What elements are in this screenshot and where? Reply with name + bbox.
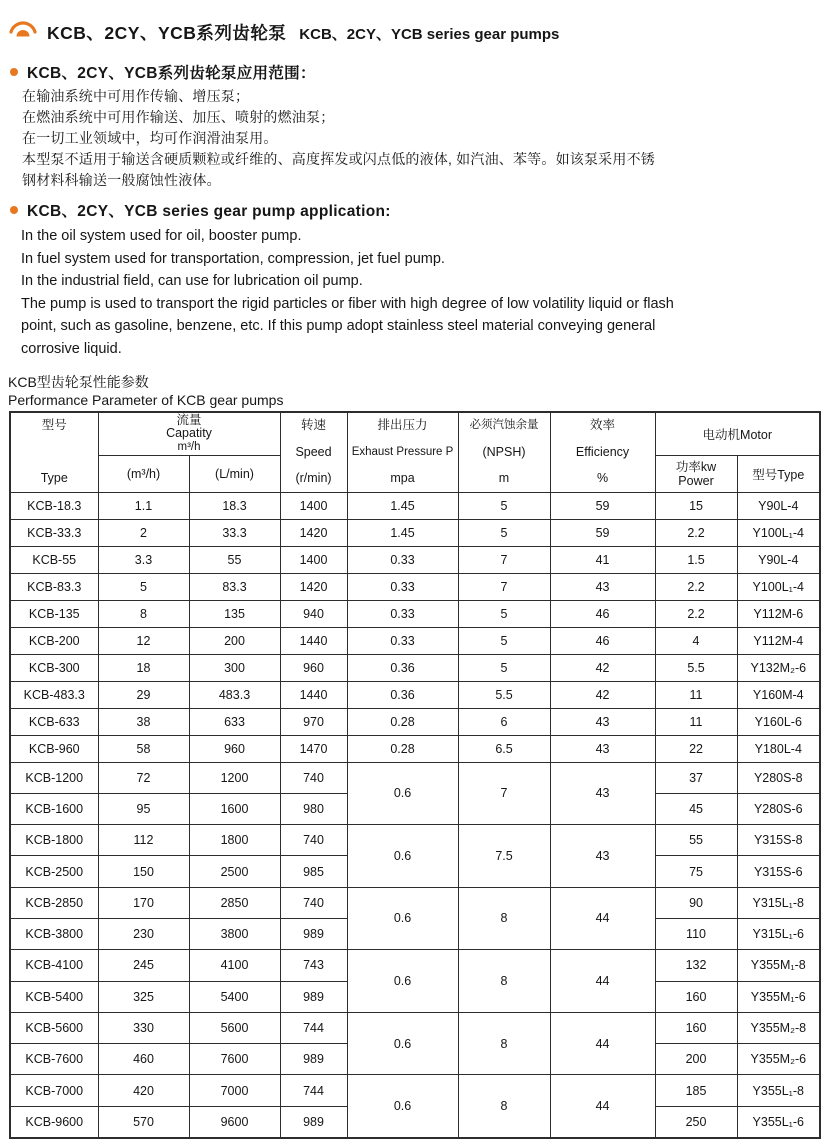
- cell-motor-type: Y100L₁-4: [737, 519, 820, 546]
- cell-npsh: 5: [458, 600, 550, 627]
- cell-model: KCB-83.3: [10, 573, 98, 600]
- cell-power: 2.2: [655, 600, 737, 627]
- table-row: [10, 627, 820, 654]
- cell-pressure: 0.6: [347, 1075, 458, 1138]
- cell-capacity-lmin: 18.3: [189, 492, 280, 519]
- cell-model: KCB-18.3: [10, 492, 98, 519]
- cell-efficiency: 44: [550, 950, 655, 1013]
- paragraph-line: In the industrial field, can use for lubrication oil pump.: [21, 273, 363, 289]
- cell-capacity-m3h: 330: [98, 1012, 189, 1043]
- cell-efficiency: 59: [550, 519, 655, 546]
- cell-capacity-m3h: 18: [98, 654, 189, 681]
- col-header-type: [10, 412, 98, 492]
- cell-model: KCB-7000: [10, 1075, 98, 1106]
- cell-npsh: 5: [458, 492, 550, 519]
- cell-model: KCB-200: [10, 627, 98, 654]
- cell-pressure: 0.28: [347, 735, 458, 762]
- cell-capacity-m3h: 1.1: [98, 492, 189, 519]
- table-row: [10, 1075, 820, 1106]
- cell-power: 1.5: [655, 546, 737, 573]
- cell-pressure: 0.28: [347, 708, 458, 735]
- cell-motor-type: Y355M₁-6: [737, 981, 820, 1012]
- paragraph-line: 在输油系统中可用作传输、增压泵；: [22, 88, 250, 104]
- cell-efficiency: 59: [550, 492, 655, 519]
- cell-capacity-m3h: 58: [98, 735, 189, 762]
- application-heading-zh: KCB、2CY、YCB系列齿轮泵应用范围：: [27, 65, 316, 82]
- cell-capacity-m3h: 29: [98, 681, 189, 708]
- table-row: [10, 654, 820, 681]
- paragraph-line: 本型泵不适用于输送含硬质颗粒或纤维的、高度挥发或闪点低的液体, 如汽油、苯等。如该泵采用不锈: [22, 151, 655, 167]
- cell-model: KCB-135: [10, 600, 98, 627]
- table-row: [10, 519, 820, 546]
- cell-motor-type: Y90L-4: [737, 546, 820, 573]
- cell-capacity-m3h: 72: [98, 762, 189, 793]
- bullet-icon: [10, 206, 18, 214]
- cell-capacity-m3h: 38: [98, 708, 189, 735]
- paragraph-line: 在燃油系统中可用作输送、加压、喷射的燃油泵；: [22, 109, 335, 125]
- cell-motor-type: Y100L₁-4: [737, 573, 820, 600]
- cell-speed: 970: [280, 708, 347, 735]
- table-row: [10, 887, 820, 918]
- col-header-motor-group: [655, 412, 820, 455]
- cell-pressure: 0.6: [347, 950, 458, 1013]
- cell-motor-type: Y355M₂-8: [737, 1012, 820, 1043]
- cell-model: KCB-633: [10, 708, 98, 735]
- cell-motor-type: Y355L₁-6: [737, 1106, 820, 1137]
- cell-npsh: 5.5: [458, 681, 550, 708]
- cell-model: KCB-1600: [10, 793, 98, 824]
- paragraph-line: point, such as gasoline, benzene, etc. If this pump adopt stainless steel material conveying general: [21, 318, 656, 334]
- col-header-lmin: [189, 455, 280, 492]
- application-body-en: [21, 225, 830, 360]
- cell-model: KCB-483.3: [10, 681, 98, 708]
- cell-power: 250: [655, 1106, 737, 1137]
- cell-speed: 1420: [280, 573, 347, 600]
- cell-npsh: 5: [458, 627, 550, 654]
- cell-npsh: 7.5: [458, 825, 550, 888]
- cell-speed: 1470: [280, 735, 347, 762]
- cell-power: 110: [655, 918, 737, 949]
- cell-npsh: 5: [458, 654, 550, 681]
- table-captions: [8, 374, 830, 409]
- cell-capacity-m3h: 112: [98, 825, 189, 856]
- application-body-zh: [22, 86, 830, 191]
- paragraph-line: The pump is used to transport the rigid particles or fiber with high degree of low volatility liquid or flash: [21, 295, 674, 312]
- cell-capacity-lmin: 5600: [189, 1012, 280, 1043]
- cell-speed: 744: [280, 1012, 347, 1043]
- cell-pressure: 1.45: [347, 519, 458, 546]
- col-header-type-en: Type: [40, 471, 68, 486]
- cell-capacity-lmin: 4100: [189, 950, 280, 981]
- col-header-npsh: [458, 412, 550, 492]
- cell-speed: 740: [280, 762, 347, 793]
- cell-efficiency: 41: [550, 546, 655, 573]
- cell-efficiency: 43: [550, 708, 655, 735]
- col-header-power-en: Power: [678, 473, 714, 488]
- cell-power: 2.2: [655, 519, 737, 546]
- cell-speed: 743: [280, 950, 347, 981]
- cell-power: 200: [655, 1044, 737, 1075]
- cell-model: KCB-7600: [10, 1044, 98, 1075]
- cell-npsh: 7: [458, 762, 550, 825]
- performance-table-body: [10, 492, 820, 1138]
- col-header-type-zh: 型号: [41, 418, 67, 433]
- col-header-capacity: [98, 412, 280, 455]
- table-row: [10, 1012, 820, 1043]
- cell-power: 2.2: [655, 573, 737, 600]
- cell-power: 45: [655, 793, 737, 824]
- cell-efficiency: 44: [550, 887, 655, 950]
- cell-model: KCB-2850: [10, 887, 98, 918]
- application-section-en: [0, 199, 830, 360]
- cell-motor-type: Y355M₁-8: [737, 950, 820, 981]
- cell-model: KCB-9600: [10, 1106, 98, 1137]
- cell-capacity-m3h: 230: [98, 918, 189, 949]
- cell-speed: 989: [280, 1106, 347, 1137]
- cell-npsh: 7: [458, 546, 550, 573]
- cell-efficiency: 46: [550, 600, 655, 627]
- cell-power: 11: [655, 708, 737, 735]
- pump-logo-icon: [8, 19, 38, 39]
- table-row: [10, 546, 820, 573]
- cell-npsh: 6: [458, 708, 550, 735]
- cell-npsh: 7: [458, 573, 550, 600]
- application-heading-row-zh: [10, 61, 830, 83]
- cell-capacity-m3h: 8: [98, 600, 189, 627]
- cell-efficiency: 44: [550, 1012, 655, 1075]
- cell-efficiency: 44: [550, 1075, 655, 1138]
- cell-npsh: 5: [458, 519, 550, 546]
- cell-capacity-m3h: 420: [98, 1075, 189, 1106]
- cell-capacity-lmin: 55: [189, 546, 280, 573]
- cell-motor-type: Y160M-4: [737, 681, 820, 708]
- cell-npsh: 8: [458, 887, 550, 950]
- cell-pressure: 0.33: [347, 627, 458, 654]
- cell-power: 22: [655, 735, 737, 762]
- cell-capacity-m3h: 150: [98, 856, 189, 887]
- cell-efficiency: 43: [550, 573, 655, 600]
- col-header-motor-group-label: 电动机Motor: [702, 427, 772, 442]
- cell-motor-type: Y160L-6: [737, 708, 820, 735]
- cell-pressure: 0.36: [347, 681, 458, 708]
- cell-motor-type: Y355M₂-6: [737, 1044, 820, 1075]
- col-header-m3h-label: (m³/h): [126, 466, 161, 481]
- cell-capacity-lmin: 135: [189, 600, 280, 627]
- performance-table: [9, 411, 821, 1139]
- cell-speed: 989: [280, 981, 347, 1012]
- col-header-pressure: [347, 412, 458, 492]
- cell-model: KCB-55: [10, 546, 98, 573]
- cell-capacity-lmin: 483.3: [189, 681, 280, 708]
- cell-speed: 980: [280, 793, 347, 824]
- cell-capacity-lmin: 2850: [189, 887, 280, 918]
- cell-efficiency: 46: [550, 627, 655, 654]
- table-row: [10, 825, 820, 856]
- col-header-pressure-unit: mpa: [390, 471, 415, 486]
- cell-speed: 740: [280, 887, 347, 918]
- cell-capacity-m3h: 460: [98, 1044, 189, 1075]
- cell-power: 160: [655, 981, 737, 1012]
- cell-capacity-m3h: 325: [98, 981, 189, 1012]
- cell-efficiency: 43: [550, 762, 655, 825]
- table-title-en: Performance Parameter of KCB gear pumps: [8, 391, 284, 408]
- cell-efficiency: 43: [550, 735, 655, 762]
- cell-motor-type: Y315L₁-6: [737, 918, 820, 949]
- col-header-efficiency-unit: %: [596, 471, 609, 486]
- cell-motor-type: Y315S-6: [737, 856, 820, 887]
- cell-capacity-lmin: 7600: [189, 1044, 280, 1075]
- cell-capacity-m3h: 245: [98, 950, 189, 981]
- cell-model: KCB-5600: [10, 1012, 98, 1043]
- col-header-capacity-en: Capatity: [166, 426, 212, 440]
- table-header: [10, 412, 820, 492]
- cell-capacity-lmin: 83.3: [189, 573, 280, 600]
- col-header-m3h: [98, 455, 189, 492]
- table-row: [10, 492, 820, 519]
- cell-motor-type: Y355L₁-8: [737, 1075, 820, 1106]
- cell-power: 37: [655, 762, 737, 793]
- cell-capacity-lmin: 960: [189, 735, 280, 762]
- application-heading-row-en: [10, 199, 830, 221]
- cell-capacity-lmin: 5400: [189, 981, 280, 1012]
- cell-efficiency: 42: [550, 654, 655, 681]
- cell-speed: 740: [280, 825, 347, 856]
- cell-pressure: 0.6: [347, 1012, 458, 1075]
- cell-model: KCB-5400: [10, 981, 98, 1012]
- application-heading-en: KCB、2CY、YCB series gear pump application:: [27, 203, 391, 220]
- page-title: [47, 10, 559, 47]
- col-header-pressure-zh: 排出压力: [377, 418, 428, 433]
- cell-power: 90: [655, 887, 737, 918]
- cell-power: 4: [655, 627, 737, 654]
- col-header-speed-zh: 转速: [301, 418, 327, 433]
- col-header-speed: [280, 412, 347, 492]
- cell-motor-type: Y132M₂-6: [737, 654, 820, 681]
- cell-pressure: 0.33: [347, 573, 458, 600]
- cell-model: KCB-4100: [10, 950, 98, 981]
- cell-speed: 1400: [280, 546, 347, 573]
- cell-power: 160: [655, 1012, 737, 1043]
- cell-capacity-lmin: 633: [189, 708, 280, 735]
- cell-pressure: 0.33: [347, 546, 458, 573]
- col-header-npsh-zh: 必须汽蚀余量: [469, 419, 539, 432]
- cell-capacity-lmin: 1600: [189, 793, 280, 824]
- paragraph-line: corrosive liquid.: [21, 340, 122, 357]
- cell-capacity-lmin: 3800: [189, 918, 280, 949]
- col-header-capacity-unit: m³/h: [177, 440, 201, 453]
- col-header-pressure-en: Exhaust Pressure P: [351, 445, 454, 458]
- cell-pressure: 0.33: [347, 600, 458, 627]
- col-header-power-zh: 功率kw: [675, 459, 717, 474]
- cell-power: 55: [655, 825, 737, 856]
- cell-npsh: 8: [458, 1075, 550, 1138]
- cell-pressure: 1.45: [347, 492, 458, 519]
- cell-capacity-m3h: 12: [98, 627, 189, 654]
- cell-capacity-lmin: 1200: [189, 762, 280, 793]
- cell-motor-type: Y112M-4: [737, 627, 820, 654]
- table-row: [10, 600, 820, 627]
- cell-motor-type: Y315L₁-8: [737, 887, 820, 918]
- cell-power: 185: [655, 1075, 737, 1106]
- cell-motor-type: Y315S-8: [737, 825, 820, 856]
- cell-speed: 940: [280, 600, 347, 627]
- cell-pressure: 0.36: [347, 654, 458, 681]
- col-header-efficiency-zh: 效率: [590, 418, 616, 433]
- cell-power: 132: [655, 950, 737, 981]
- page-title-zh: KCB、2CY、YCB系列齿轮泵: [47, 23, 287, 43]
- table-row: [10, 735, 820, 762]
- cell-power: 5.5: [655, 654, 737, 681]
- cell-speed: 1420: [280, 519, 347, 546]
- application-section-zh: [0, 61, 830, 191]
- cell-speed: 960: [280, 654, 347, 681]
- paragraph-line: In the oil system used for oil, booster pump.: [21, 228, 302, 244]
- cell-pressure: 0.6: [347, 762, 458, 825]
- cell-npsh: 6.5: [458, 735, 550, 762]
- paragraph-line: In fuel system used for transportation, compression, jet fuel pump.: [21, 250, 445, 267]
- paragraph-line: 在一切工业领域中，均可作润滑油泵用。: [22, 130, 278, 146]
- cell-speed: 989: [280, 918, 347, 949]
- cell-speed: 989: [280, 1044, 347, 1075]
- cell-motor-type: Y112M-6: [737, 600, 820, 627]
- cell-capacity-lmin: 200: [189, 627, 280, 654]
- col-header-efficiency-en: Efficiency: [575, 444, 630, 459]
- cell-npsh: 8: [458, 1012, 550, 1075]
- cell-speed: 1400: [280, 492, 347, 519]
- cell-power: 15: [655, 492, 737, 519]
- cell-power: 11: [655, 681, 737, 708]
- cell-model: KCB-1200: [10, 762, 98, 793]
- cell-pressure: 0.6: [347, 887, 458, 950]
- cell-motor-type: Y280S-6: [737, 793, 820, 824]
- cell-speed: 1440: [280, 681, 347, 708]
- cell-pressure: 0.6: [347, 825, 458, 888]
- table-row: [10, 950, 820, 981]
- table-row: [10, 573, 820, 600]
- cell-capacity-m3h: 570: [98, 1106, 189, 1137]
- cell-model: KCB-1800: [10, 825, 98, 856]
- cell-efficiency: 42: [550, 681, 655, 708]
- cell-efficiency: 43: [550, 825, 655, 888]
- col-header-speed-unit: (r/min): [295, 471, 332, 486]
- cell-capacity-lmin: 1800: [189, 825, 280, 856]
- cell-motor-type: Y90L-4: [737, 492, 820, 519]
- table-row: [10, 762, 820, 793]
- table-row: [10, 708, 820, 735]
- cell-speed: 744: [280, 1075, 347, 1106]
- col-header-npsh-en: (NPSH): [482, 444, 526, 459]
- cell-model: KCB-300: [10, 654, 98, 681]
- cell-model: KCB-33.3: [10, 519, 98, 546]
- cell-motor-type: Y180L-4: [737, 735, 820, 762]
- cell-capacity-lmin: 300: [189, 654, 280, 681]
- paragraph-line: 钢材料科输送一般腐蚀性液体。: [22, 172, 221, 188]
- cell-motor-type: Y280S-8: [737, 762, 820, 793]
- table-title-zh: KCB型齿轮泵性能参数: [8, 374, 149, 390]
- cell-speed: 985: [280, 856, 347, 887]
- col-header-lmin-label: (L/min): [215, 466, 254, 481]
- cell-model: KCB-960: [10, 735, 98, 762]
- doc-header: [0, 0, 830, 47]
- cell-capacity-lmin: 7000: [189, 1075, 280, 1106]
- cell-capacity-lmin: 2500: [189, 856, 280, 887]
- col-header-capacity-zh: 流量: [176, 412, 202, 427]
- col-header-efficiency: [550, 412, 655, 492]
- col-header-npsh-unit: m: [498, 471, 510, 486]
- page-title-en: KCB、2CY、YCB series gear pumps: [299, 26, 560, 43]
- cell-capacity-m3h: 2: [98, 519, 189, 546]
- cell-capacity-m3h: 5: [98, 573, 189, 600]
- cell-capacity-m3h: 95: [98, 793, 189, 824]
- table-row: [10, 681, 820, 708]
- cell-npsh: 8: [458, 950, 550, 1013]
- cell-speed: 1440: [280, 627, 347, 654]
- cell-capacity-m3h: 170: [98, 887, 189, 918]
- col-header-motor-type: [737, 455, 820, 492]
- col-header-speed-en: Speed: [295, 444, 332, 459]
- bullet-icon: [10, 68, 18, 76]
- cell-model: KCB-2500: [10, 856, 98, 887]
- col-header-motor-type-label: 型号Type: [752, 467, 805, 482]
- cell-capacity-m3h: 3.3: [98, 546, 189, 573]
- cell-power: 75: [655, 856, 737, 887]
- col-header-power: [655, 455, 737, 492]
- cell-capacity-lmin: 33.3: [189, 519, 280, 546]
- cell-model: KCB-3800: [10, 918, 98, 949]
- cell-capacity-lmin: 9600: [189, 1106, 280, 1137]
